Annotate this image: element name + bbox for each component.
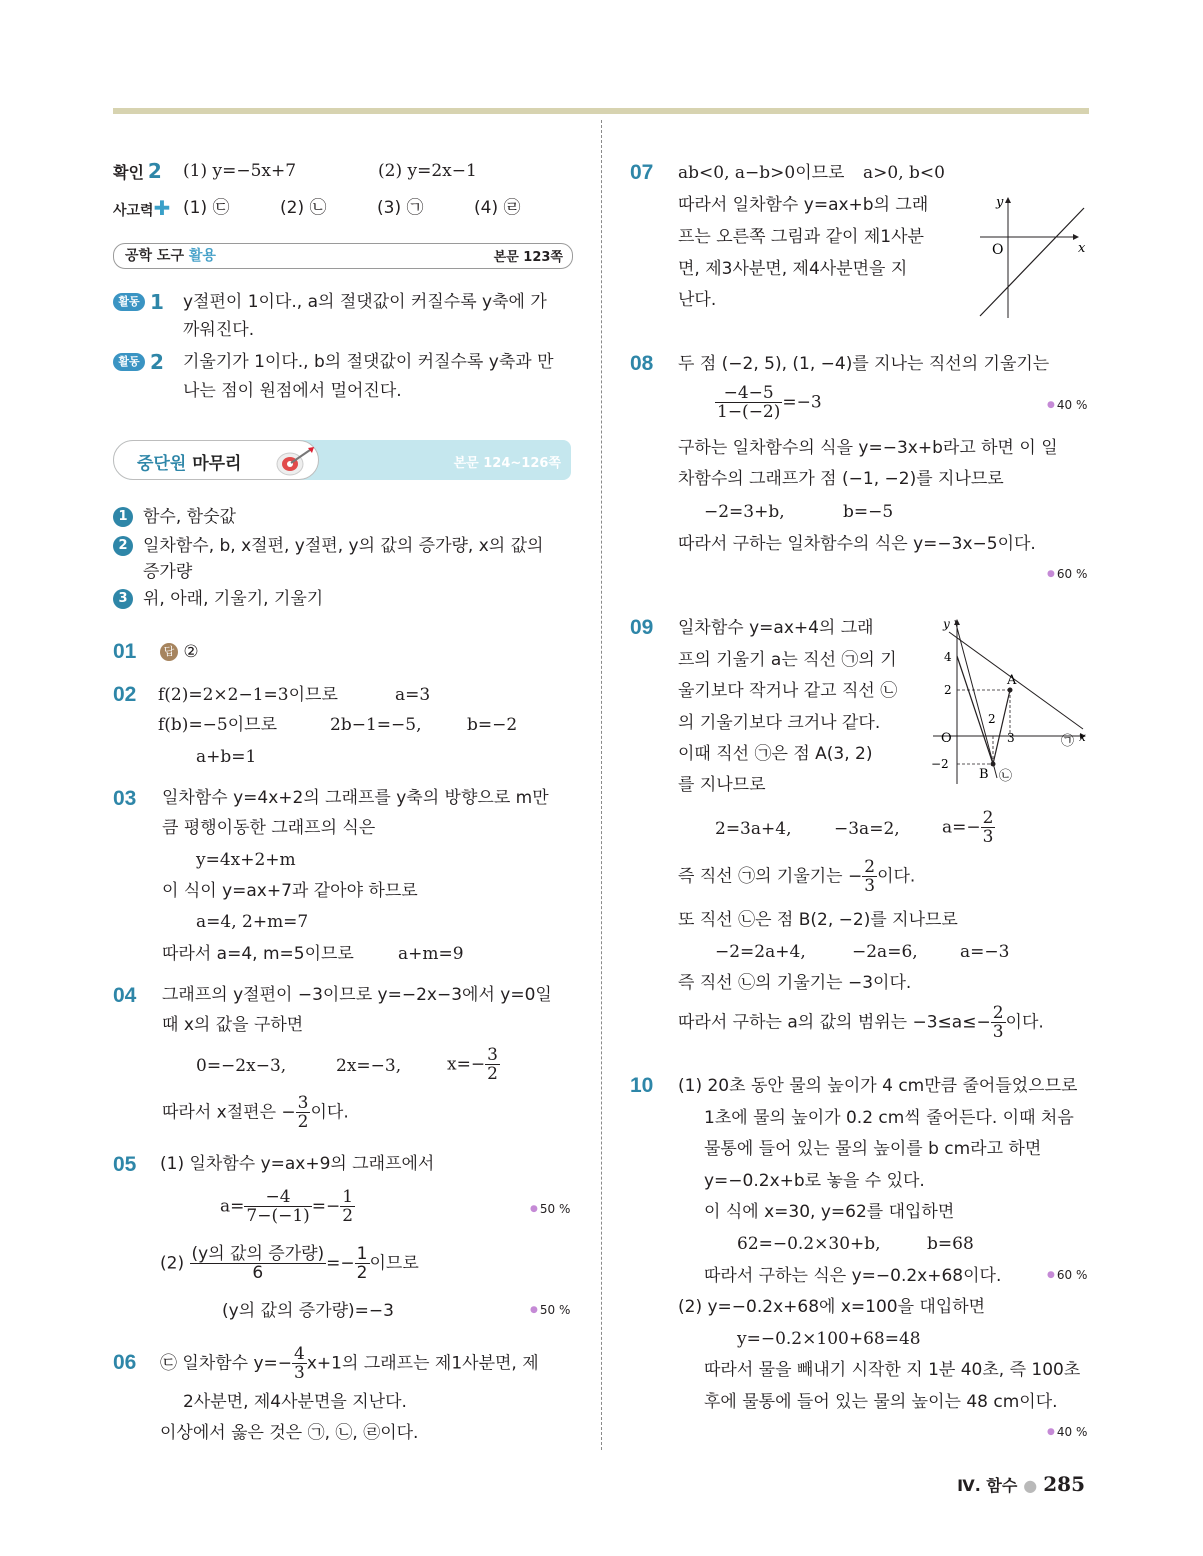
p02-line-2a: f(b)=−5이므로 — [158, 715, 278, 735]
p05-percent-2: ● 50 % — [530, 1303, 570, 1317]
p09-tick-2: 2 — [944, 683, 952, 697]
p09-label-b: B — [979, 767, 989, 782]
p02-line-2b: 2b−1=−5, — [330, 715, 422, 735]
p05-line-4: (y의 값의 증가량)=−3 — [222, 1301, 394, 1321]
p10-line-3: 물통에 들어 있는 물의 높이를 b cm라고 하면 — [704, 1139, 1042, 1159]
p09-line-6: 를 지나므로 — [678, 775, 766, 795]
p09-label-circle-2: ㉡ — [999, 769, 1013, 784]
top-rule — [113, 108, 1089, 114]
p09-tick-3: 3 — [1007, 731, 1015, 745]
banner-page: 본문 124~126쪽 — [453, 456, 561, 471]
p07-x-label: x — [1078, 241, 1086, 256]
problem-08-number: 08 — [630, 352, 654, 375]
p05-line-2: a= $\frac{-4}{7-(-1)}$ =− $\frac{1}{2}$ — [220, 1187, 354, 1226]
p07-line-1a: ab<0, a−b>0이므로 — [678, 163, 845, 183]
p09-y-label: y — [943, 617, 950, 631]
p07-line — [980, 208, 1084, 316]
p03-line-4: 이 식이 y=ax+7과 같아야 하므로 — [162, 881, 418, 901]
p04-line-3b: 2x=−3, — [336, 1056, 402, 1076]
p03-line-2: 큼 평행이동한 그래프의 식은 — [162, 818, 376, 838]
p09-line-7c: a=− $\frac{2}{3}$ — [942, 808, 994, 847]
problem-03-number: 03 — [113, 787, 137, 810]
unit-review-banner — [113, 440, 573, 482]
target-icon — [268, 444, 318, 478]
summary-2-text-cont: 증가량 — [143, 562, 193, 582]
p10-line-6a: 62=−0.2×30+b, — [737, 1234, 881, 1254]
p09-line-7a: 2=3a+4, — [715, 819, 792, 839]
activity-1-line-1: y절편이 1이다., a의 절댓값이 커질수록 y축에 가 — [183, 292, 547, 312]
p09-line-10a: −2=2a+4, — [715, 942, 806, 962]
problem-05-number: 05 — [113, 1153, 137, 1176]
p07-line-5: 난다. — [678, 290, 717, 310]
p10-line-2: 1초에 물의 높이가 0.2 cm씩 줄어든다. 이때 처음 — [704, 1108, 1074, 1128]
p06-line-3: 이상에서 옳은 것은 ㉠, ㉡, ㉣이다. — [160, 1423, 419, 1443]
p10-percent-2: ● 40 % — [1047, 1425, 1087, 1439]
column-divider — [601, 120, 602, 1450]
p05-line-1: (1) 일차함수 y=ax+9의 그래프에서 — [160, 1154, 435, 1174]
p06-line-2: 2사분면, 제4사분면을 지난다. — [183, 1392, 407, 1412]
p09-line-b — [955, 620, 997, 778]
p09-tick-2b: 2 — [988, 712, 996, 726]
p09-tick-neg2: −2 — [931, 757, 949, 771]
p05-percent-1: ● 50 % — [530, 1202, 570, 1216]
p02-line-1b: a=3 — [395, 685, 431, 705]
think-answer-3: (3) ㉠ — [377, 198, 424, 218]
footer-chapter: Ⅳ. 함수 — [957, 1476, 1018, 1495]
p09-line-12: 따라서 구하는 a의 값의 범위는 −3≤a≤− $\frac{2}{3}$ 이다. — [678, 1003, 1044, 1042]
p09-tick-4: 4 — [944, 650, 952, 664]
p09-origin-label: O — [941, 731, 952, 746]
summary-1-text: 함수, 함숫값 — [143, 507, 236, 527]
p09-label-circle-1: ㉠ — [1061, 734, 1075, 749]
p09-point-a — [1008, 688, 1013, 693]
problem-02-number: 02 — [113, 683, 137, 706]
p07-line-4: 면, 제3사분면, 제4사분면을 지 — [678, 259, 908, 279]
p02-line-3: a+b=1 — [196, 747, 257, 767]
summary-2-text: 일차함수, b, x절편, y절편, y의 값의 증가량, x의 값의 — [143, 536, 544, 556]
problem-01-number: 01 — [113, 640, 137, 663]
p09-graph — [925, 614, 1095, 789]
p03-line-6b: a+m=9 — [398, 944, 464, 964]
tool-section-header — [113, 243, 573, 269]
p07-graph — [970, 192, 1092, 322]
p07-y-label: y — [996, 195, 1004, 210]
p10-line-10: 따라서 물을 빼내기 시작한 지 1분 40초, 즉 100초 — [704, 1360, 1081, 1380]
p09-label-a: A — [1007, 673, 1017, 688]
p04-line-3c: x=− $\frac{3}{2}$ — [447, 1045, 498, 1084]
p09-point-b — [991, 762, 996, 767]
p10-line-8: (2) y=−0.2x+68에 x=100을 대입하면 — [678, 1297, 986, 1317]
problem-10-number: 10 — [630, 1074, 654, 1097]
p09-line-1: 일차함수 y=ax+4의 그래 — [678, 618, 874, 638]
p08-line-2: $\frac{-4-5}{1-(-2)}$ =−3 — [717, 383, 822, 422]
think-label: 사고력✚ — [113, 196, 171, 220]
problem-07-number: 07 — [630, 161, 654, 184]
check-answer-1: (1) y=−5x+7 — [183, 161, 297, 181]
banner-title: 중단원 마무리 — [137, 454, 242, 474]
summary-3-text: 위, 아래, 기울기, 기울기 — [143, 589, 324, 609]
think-answer-2: (2) ㉡ — [280, 198, 327, 218]
p02-line-1a: f(2)=2×2−1=3이므로 — [158, 685, 338, 705]
p04-line-4: 따라서 x절편은 − $\frac{3}{2}$ 이다. — [162, 1093, 349, 1132]
p10-line-6b: b=68 — [927, 1234, 974, 1254]
p08-percent-2: ● 60 % — [1047, 567, 1087, 581]
activity-2-line-1: 기울기가 1이다., b의 절댓값이 커질수록 y축과 만 — [183, 352, 554, 372]
p08-line-4: 차함수의 그래프가 점 (−1, −2)를 지나므로 — [678, 469, 1004, 489]
p09-line-10c: a=−3 — [960, 942, 1010, 962]
activity-1-badge: 활동 — [113, 293, 145, 311]
p08-line-5b: b=−5 — [843, 502, 894, 522]
problem-01-answer: 답 ② — [160, 641, 199, 663]
p09-line-8: 즉 직선 ㉠의 기울기는 − $\frac{2}{3}$ 이다. — [678, 857, 916, 896]
p09-line-9: 또 직선 ㉡은 점 B(2, −2)를 지나므로 — [678, 910, 958, 930]
think-answer-1: (1) ㉢ — [183, 198, 230, 218]
summary-1-number: 1 — [113, 507, 133, 527]
p09-line-7b: −3a=2, — [834, 819, 900, 839]
tool-header-title: 공학 도구 활용 — [125, 248, 216, 264]
activity-1-number: 1 — [150, 290, 164, 314]
activity-2-badge: 활동 — [113, 353, 145, 371]
p09-line-2: 프의 기울기 a는 직선 ㉠의 기 — [678, 650, 897, 670]
think-answer-4: (4) ㉣ — [474, 198, 521, 218]
p09-line-4-to-b — [957, 656, 993, 764]
p08-line-1: 두 점 (−2, 5), (1, −4)를 지나는 직선의 기울기는 — [678, 354, 1050, 374]
summary-2-number: 2 — [113, 536, 133, 556]
check-label: 확인 2 — [113, 159, 162, 183]
p07-origin-label: O — [992, 242, 1004, 258]
p03-line-5: a=4, 2+m=7 — [196, 912, 309, 932]
p02-line-2c: b=−2 — [467, 715, 518, 735]
p04-line-2: 때 x의 값을 구하면 — [162, 1015, 304, 1035]
p09-line-10b: −2a=6, — [852, 942, 918, 962]
p03-line-3: y=4x+2+m — [196, 850, 296, 870]
plus-icon: ✚ — [153, 196, 171, 220]
p10-line-5: 이 식에 x=30, y=62를 대입하면 — [704, 1202, 955, 1222]
p07-line-2: 따라서 일차함수 y=ax+b의 그래 — [678, 195, 929, 215]
p03-line-6a: 따라서 a=4, m=5이므로 — [162, 944, 354, 964]
answer-badge: 답 — [160, 643, 178, 661]
activity-1-line-2: 까워진다. — [183, 320, 255, 340]
p10-percent-1: ● 60 % — [1047, 1268, 1087, 1282]
footer-dot-icon: ● — [1023, 1476, 1038, 1495]
p10-line-7: 따라서 구하는 식은 y=−0.2x+68이다. — [704, 1266, 1002, 1286]
p05-line-3: (2) $\frac{\text{(y의 값의 증가량)}}{6}$ =− $\frac{1}{2}$ 이므로 — [160, 1244, 419, 1283]
p04-line-3a: 0=−2x−3, — [196, 1056, 287, 1076]
page-number: 285 — [1043, 1472, 1085, 1496]
activity-2-number: 2 — [150, 350, 164, 374]
p10-line-1: (1) 20초 동안 물의 높이가 4 cm만큼 줄어들었으므로 — [678, 1076, 1078, 1096]
p08-line-5a: −2=3+b, — [704, 502, 785, 522]
p10-line-9: y=−0.2×100+68=48 — [737, 1329, 921, 1349]
check-answer-2: (2) y=2x−1 — [378, 161, 477, 181]
summary-3-number: 3 — [113, 589, 133, 609]
problem-06-number: 06 — [113, 1351, 137, 1374]
problem-09-number: 09 — [630, 616, 654, 639]
p06-line-1: ㉢ 일차함수 y=− $\frac{4}{3}$ x+1의 그래프는 제1사분면, 제 — [160, 1344, 539, 1383]
p10-line-11: 후에 물통에 들어 있는 물의 높이는 48 cm이다. — [704, 1392, 1058, 1412]
activity-2-line-2: 나는 점이 원점에서 멀어진다. — [183, 381, 402, 401]
p08-line-6: 따라서 구하는 일차함수의 식은 y=−3x−5이다. — [678, 534, 1036, 554]
p07-line-1b: a>0, b<0 — [863, 163, 945, 183]
p10-line-4: y=−0.2x+b로 놓을 수 있다. — [704, 1171, 925, 1191]
p09-line-3: 울기보다 작거나 같고 직선 ㉡ — [678, 681, 898, 701]
p09-line-4: 의 기울기보다 크거나 같다. — [678, 713, 881, 733]
problem-04-number: 04 — [113, 984, 137, 1007]
page-footer — [957, 1472, 1085, 1496]
p08-percent-1: ● 40 % — [1047, 398, 1087, 412]
p09-segment-ab — [993, 690, 1010, 764]
p09-line-11: 즉 직선 ㉡의 기울기는 −3이다. — [678, 973, 912, 993]
tool-header-page: 본문 123쪽 — [493, 250, 563, 265]
p07-line-3: 프는 오른쪽 그림과 같이 제1사분 — [678, 227, 924, 247]
p09-x-label: x — [1079, 730, 1086, 744]
p04-line-1: 그래프의 y절편이 −3이므로 y=−2x−3에서 y=0일 — [162, 985, 552, 1005]
p09-line-5: 이때 직선 ㉠은 점 A(3, 2) — [678, 744, 873, 764]
p03-line-1: 일차함수 y=4x+2의 그래프를 y축의 방향으로 m만 — [162, 788, 549, 808]
p08-line-3: 구하는 일차함수의 식을 y=−3x+b라고 하면 이 일 — [678, 438, 1058, 458]
